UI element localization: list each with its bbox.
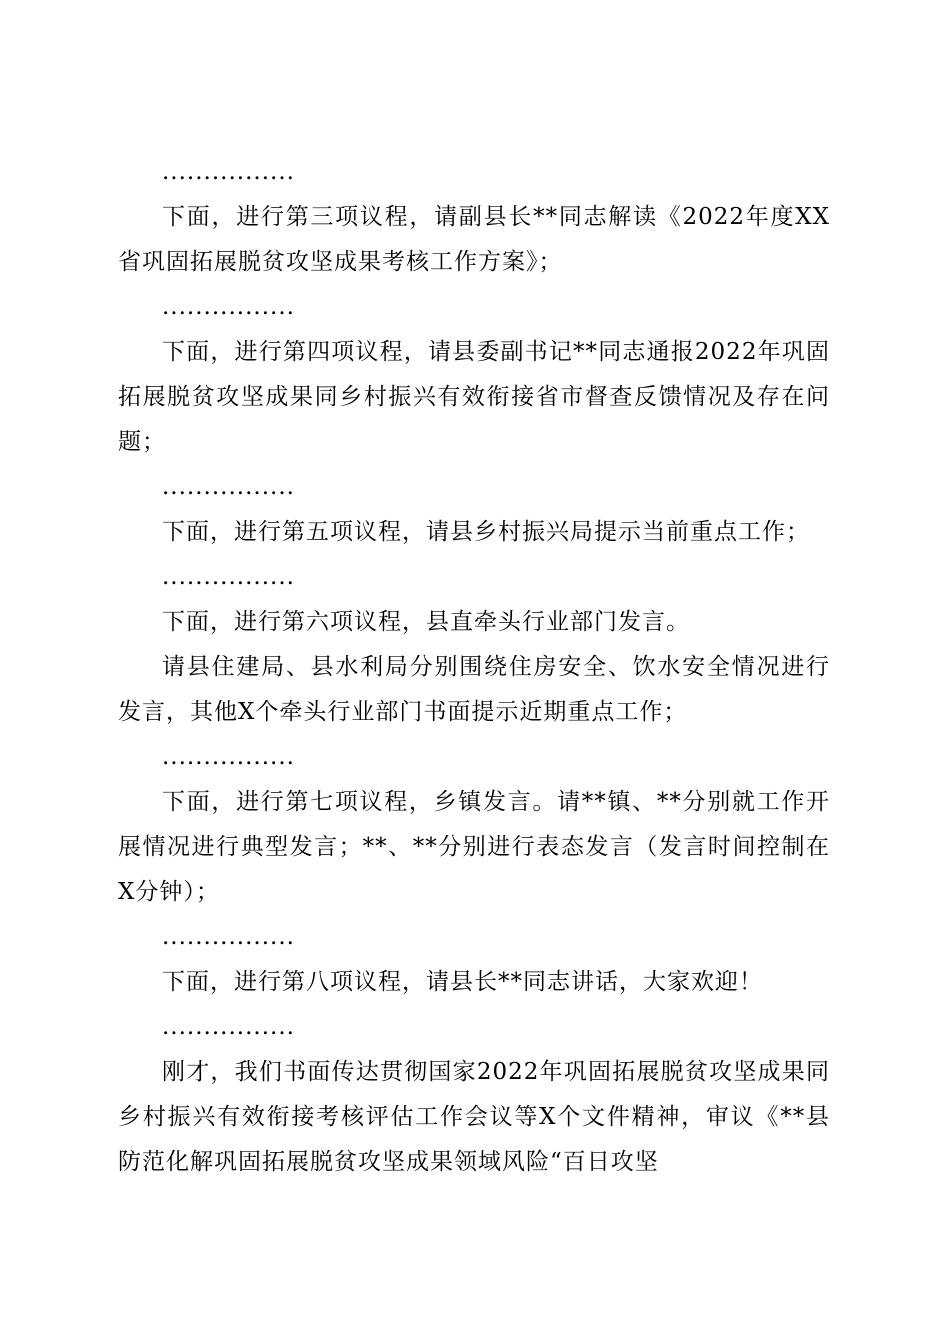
paragraph-agenda-6-detail: 请县住建局、县水利局分别围绕住房安全、饮水安全情况进行发言，其他X个牵头行业部门书面提示近期重点工作； xyxy=(118,654,830,725)
paragraph-agenda-4: 下面，进行第四项议程，请县委副书记**同志通报2022年巩固拓展脱贫攻坚成果同乡村振兴有效衔接省市督查反馈情况及存在问题； xyxy=(118,339,830,455)
ellipsis-separator: ................ xyxy=(162,1014,295,1040)
paragraph-agenda-5: 下面，进行第五项议程，请县乡村振兴局提示当前重点工作； xyxy=(162,519,810,545)
ellipsis-separator: ................ xyxy=(162,924,295,950)
paragraph-agenda-8: 下面，进行第八项议程，请县长**同志讲话，大家欢迎！ xyxy=(162,969,763,995)
ellipsis-separator: ................ xyxy=(162,474,295,500)
ellipsis-separator: ................ xyxy=(162,159,295,185)
paragraph-agenda-6: 下面，进行第六项议程，县直牵头行业部门发言。 xyxy=(162,609,690,635)
document-body xyxy=(118,150,830,1185)
ellipsis-separator: ................ xyxy=(162,744,295,770)
paragraph-agenda-3: 下面，进行第三项议程，请副县长**同志解读《2022年度XX省巩固拓展脱贫攻坚成果考核工作方案》； xyxy=(118,204,830,275)
ellipsis-separator: ................ xyxy=(162,564,295,590)
paragraph-agenda-7: 下面，进行第七项议程，乡镇发言。请**镇、**分别就工作开展情况进行典型发言；**、**分别进行表态发言（发言时间控制在X分钟）； xyxy=(118,789,830,905)
ellipsis-separator: ................ xyxy=(162,294,295,320)
paragraph-summary: 刚才，我们书面传达贯彻国家2022年巩固拓展脱贫攻坚成果同乡村振兴有效衔接考核评估工作会议等X个文件精神，审议《**县防范化解巩固拓展脱贫攻坚成果领域风险“百日攻坚 xyxy=(118,1059,830,1175)
